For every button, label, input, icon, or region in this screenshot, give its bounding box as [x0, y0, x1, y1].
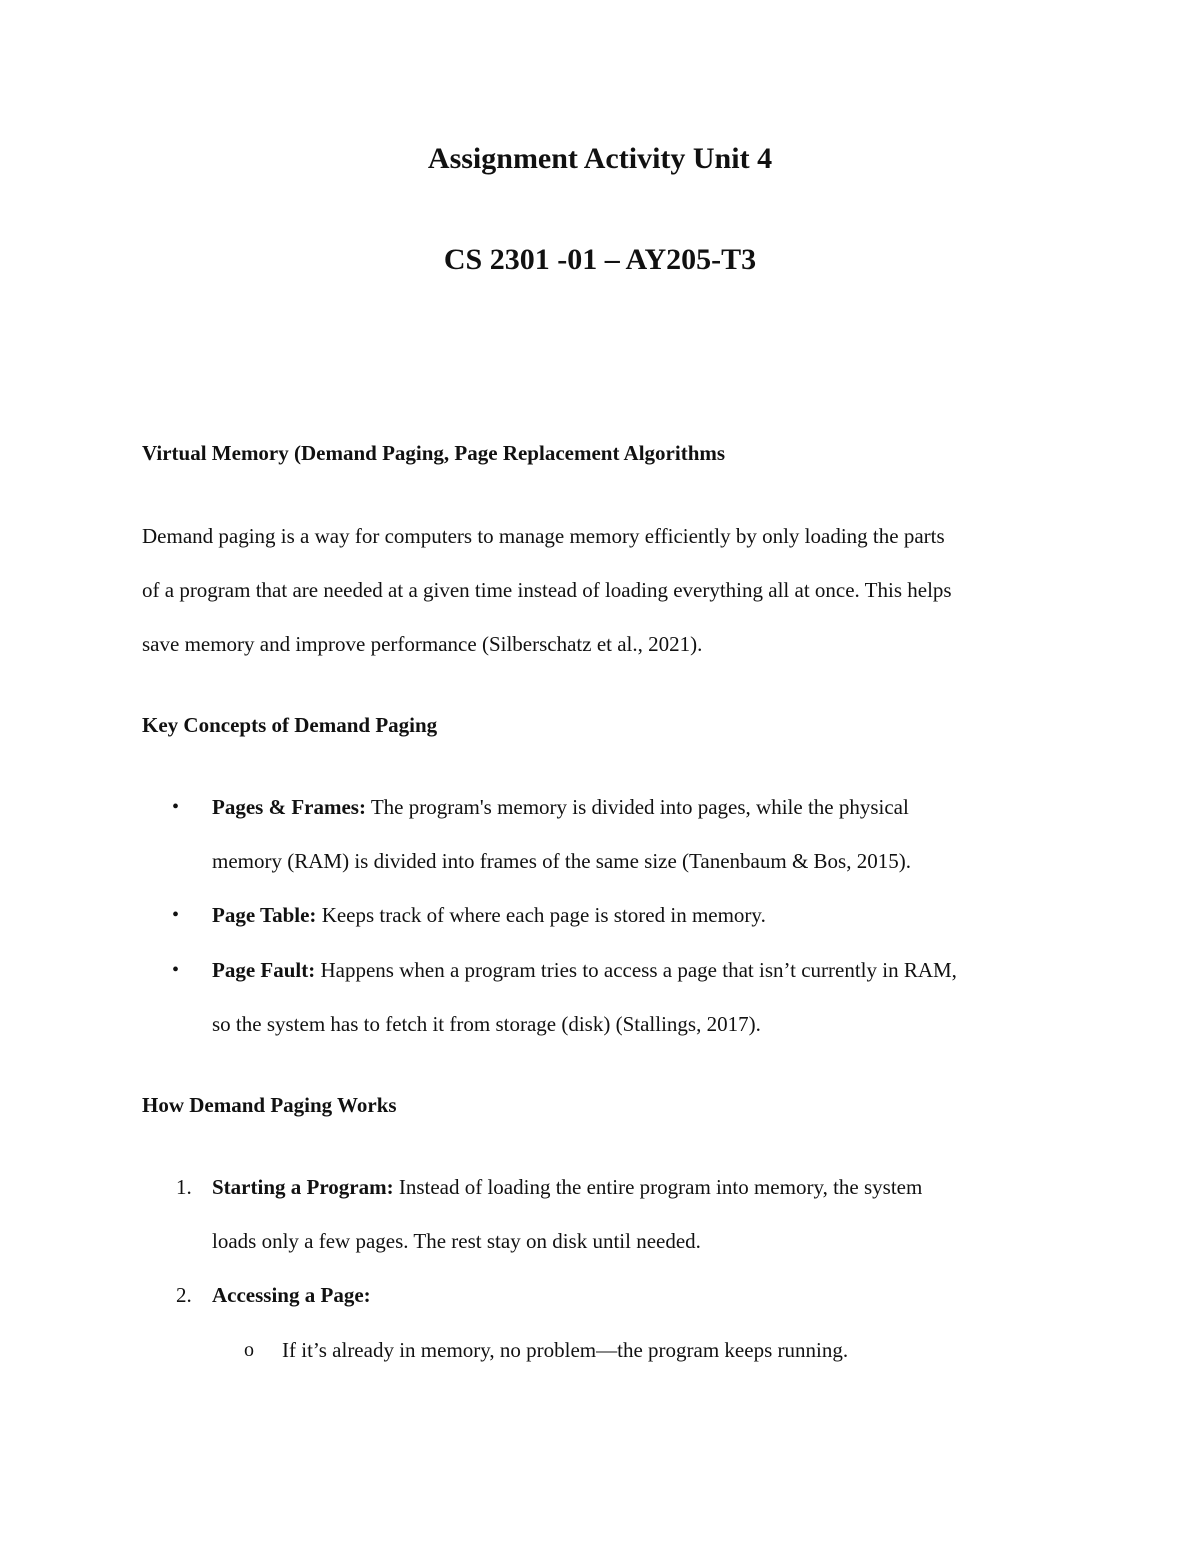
paragraph-line: of a program that are needed at a given time instead of loading everything all at once. This helps [142, 578, 952, 602]
circle-bullet-icon: o [244, 1339, 254, 1361]
list-number: 1. [176, 1175, 192, 1199]
list-item-page-fault [212, 958, 957, 983]
bullet-icon: • [172, 796, 180, 818]
step-continuation: loads only a few pages. The rest stay on disk until needed. [212, 1229, 701, 1253]
paragraph-line: save memory and improve performance (Silberschatz et al., 2021). [142, 632, 703, 656]
term: Pages & Frames: [212, 795, 366, 819]
bullet-icon: • [172, 904, 180, 926]
list-item-continuation: so the system has to fetch it from storage (disk) (Stallings, 2017). [212, 1012, 761, 1036]
section-heading-key-concepts: Key Concepts of Demand Paging [142, 713, 438, 737]
bullet-icon: • [172, 959, 180, 981]
paragraph-line: Demand paging is a way for computers to manage memory efficiently by only loading the parts [142, 524, 945, 548]
term: Accessing a Page: [212, 1283, 371, 1307]
list-item-pages-frames [212, 795, 909, 820]
term: Page Table: [212, 903, 317, 927]
course-code: CS 2301 -01 – AY205-T3 [443, 243, 757, 276]
section-heading-how-it-works: How Demand Paging Works [142, 1093, 397, 1117]
definition: Keeps track of where each page is stored in memory. [316, 903, 766, 927]
list-number: 2. [176, 1283, 192, 1307]
definition: Instead of loading the entire program into memory, the system [393, 1175, 923, 1199]
term: Starting a Program: [212, 1175, 394, 1199]
step-accessing-page [212, 1283, 371, 1308]
sub-list-item: If it’s already in memory, no problem—the program keeps running. [282, 1338, 849, 1362]
document-title: Assignment Activity Unit 4 [427, 142, 773, 175]
term: Page Fault: [212, 958, 316, 982]
step-starting-program [212, 1175, 922, 1200]
definition: Happens when a program tries to access a page that isn’t currently in RAM, [315, 958, 957, 982]
list-item-page-table [212, 903, 766, 928]
section-heading-virtual-memory: Virtual Memory (Demand Paging, Page Replacement Algorithms [142, 441, 726, 465]
definition: The program's memory is divided into pages, while the physical [365, 795, 909, 819]
list-item-continuation: memory (RAM) is divided into frames of the same size (Tanenbaum & Bos, 2015). [212, 849, 911, 873]
